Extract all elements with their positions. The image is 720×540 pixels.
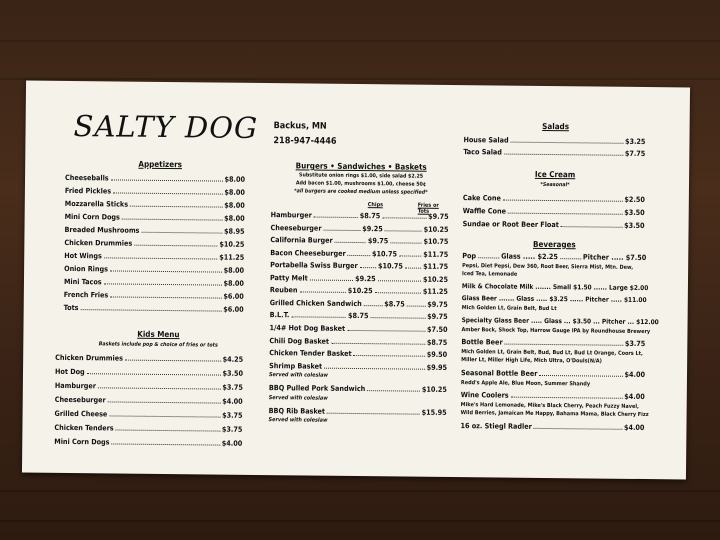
fries-price: $10.25 [423,224,449,234]
coolers-list: Mike's Hard Lemonade, Mike's Black Cherry, Peach Fuzzy Navel, [460,402,639,410]
item-price: $7.50 [426,324,448,334]
item-name: Fried Pickles [64,185,112,196]
burgers-note-1: Substitute onion rings $1.00, side salad $2.25 [299,172,424,180]
fries-price: $11.25 [422,286,448,296]
item-price: $8.95 [223,226,245,236]
burger-row [270,235,448,246]
item-name: California Burger [270,235,333,245]
item-price: $3.50 [222,368,244,378]
item-name: Taco Salad [463,147,503,157]
icecream-row [463,219,645,230]
appetizers-heading: Appetizers [138,159,183,170]
wood-grain [0,490,720,492]
appetizer-row [64,303,244,314]
appetizer-row [64,277,244,288]
item-name: Waffle Cone [462,206,507,216]
pop-list: Pepsi, Diet Pepsi, Dew 360, Root Beer, Sierra Mist, Mtn. Dew, [462,263,634,271]
basket-note: Served with coleslaw [268,417,328,424]
item-price: $8.00 [224,174,246,184]
item-name: Chicken Drummies [64,237,133,248]
left-column [54,81,259,475]
item-name: Hamburger [270,210,312,220]
item-name: BBQ Pulled Pork Sandwich [268,383,366,394]
item-name: Hamburger [54,380,97,391]
basket-row [269,336,447,347]
pop-pitcher: Pitcher ..... $7.50 [582,252,647,263]
glass-beer-row: Glass Beer ....... Glass ..... $3.25 ...... Pitcher ..... $11.00 [461,294,647,305]
seasonal-label: Seasonal Bottle Beer [460,368,538,378]
item-name: Bacon Cheeseburger [270,247,346,258]
kids-note: Baskets include pop & choice of fries or tots [98,341,218,349]
item-name: Patty Melt [269,272,308,282]
basket-note: Served with coleslaw [268,372,329,379]
kids-row [55,381,243,392]
fries-price: $9.75 [428,211,449,221]
middle-column [268,83,452,477]
item-name: Mini Corn Dogs [54,436,110,447]
burger-row [270,285,448,296]
appetizer-row [65,199,245,210]
seasonal-price: $4.00 [624,369,646,380]
basket-row [269,383,447,394]
item-price: $8.00 [223,278,245,288]
item-name: Cake Cone [462,193,501,203]
icecream-heading: Ice Cream [534,169,576,180]
item-price: $8.75 [426,337,448,347]
item-name: Portabella Swiss Burger [270,260,358,271]
chips-price: $8.75 [347,310,369,321]
right-column [460,85,659,479]
bottle-list-2: Miller Lt, Miller High Life, Mich Ultra, O'Douls(N/A) [461,357,602,365]
appetizer-row [64,264,244,275]
kids-row [55,367,243,378]
salad-row [463,147,645,158]
burger-row [270,310,448,321]
burger-row [271,223,449,234]
chips-price: $8.75 [384,298,405,309]
item-name: Mini Tacos [63,276,102,287]
item-name: House Salad [463,135,509,145]
item-name: Reuben [269,285,298,295]
salads-heading: Salads [542,121,570,132]
chips-price: $10.75 [377,261,404,271]
item-price: $4.25 [222,354,244,364]
kids-row [55,409,243,420]
radler-price: $4.00 [623,422,645,433]
fries-price: $11.75 [423,249,449,259]
restaurant-logo: SALTY DOG [73,109,259,145]
item-price: $9.95 [426,362,448,372]
item-name: Hot Wings [64,250,102,261]
item-price: $15.95 [421,407,447,417]
item-name: B.L.T. [269,310,290,320]
kids-heading: Kids Menu [137,329,180,340]
phone: 218-947-4446 [273,136,337,147]
wood-grain [0,40,720,42]
specialty-beer-list: Amber Bock, Shock Top, Harrow Gauge IPA by Roundhouse Brewery [461,327,651,336]
item-name: Chicken Tender Basket [269,348,352,358]
chips-price: $9.25 [355,273,376,283]
item-name: Mini Corn Dogs [64,211,120,222]
item-name: BBQ Rib Basket [268,405,326,416]
coolers-label: Wine Coolers [460,390,509,400]
beverages-heading: Beverages [532,239,576,250]
fries-column-header: Fries or Tots [417,202,439,215]
pop-glass: Glass ..... $2.25 [501,251,558,262]
wine-coolers-row [461,390,645,401]
glass-beer-list: Mich Golden Lt, Grain Belt, Bud Lt [461,305,557,313]
city: Backus, MN [273,121,327,132]
fries-price: $11.75 [423,261,449,271]
menu-card [22,81,690,480]
pop-row [462,251,646,262]
wood-grain [0,520,720,522]
item-name: Breaded Mushrooms [64,224,140,235]
item-name: Sundae or Root Beer Float [462,219,559,230]
burger-row [271,210,449,221]
bottle-beer-row [461,337,645,348]
seasonal-list: Redd's Apple Ale, Blue Moon, Summer Shandy [460,380,591,388]
pop-list-2: Iced Tea, Lemonade [462,271,518,278]
appetizer-row [64,225,244,236]
salad-row [463,135,645,146]
kids-row [54,423,242,434]
fries-price: $10.75 [423,236,449,246]
icecream-row [463,193,645,204]
coolers-list-2: Wild Berries, Jamaican Me Happy, Bahama Mama, Black Cherry Fizz [460,410,649,419]
basket-row [269,361,447,372]
item-price: $2.50 [624,194,645,205]
item-name: Mozzarella Sticks [64,198,129,209]
basket-note: Served with coleslaw [268,394,328,402]
icecream-row [463,206,645,217]
item-name: Hot Dog [54,366,85,377]
item-price: $9.50 [426,349,448,359]
item-price: $4.00 [221,438,243,448]
burger-row [270,273,448,284]
item-name: Cheeseburger [54,394,106,405]
coolers-price: $4.00 [624,391,645,402]
appetizer-row [64,290,244,301]
burgers-note-2: Add bacon $1.00, mushrooms $1.00, cheese 50¢ [295,180,427,188]
milk-row: Milk & Chocolate Milk ....... Small $1.50 ...... Large $2.00 [461,282,649,293]
item-name: Grilled Chicken Sandwich [269,297,362,308]
item-price: $4.00 [222,396,243,406]
chips-price: $9.75 [367,236,389,246]
basket-row [269,406,447,417]
fries-price: $9.75 [427,299,448,309]
wood-grain [0,78,720,80]
burger-row [270,248,448,259]
item-price: $3.50 [624,207,645,218]
chips-price: $9.25 [362,223,383,233]
appetizer-row [65,186,245,197]
basket-row [269,323,447,334]
appetizer-row [65,212,245,223]
item-name: Shrimp Basket [269,360,323,371]
bottle-list: Mich Golden Lt, Grain Belt, Bud, Bud Lt, Bud Lt Orange, Coors Lt, [461,349,643,358]
specialty-beer-row: Specialty Glass Beer ..... Glass ... $3.50 ... Pitcher ... $12.00 [461,316,659,327]
appetizer-row [65,173,245,184]
bottle-beer-label: Bottle Beer [461,337,503,347]
radler-label: 16 oz. Stiegl Radler [460,421,532,431]
item-price: $7.75 [624,148,646,159]
fries-price: $10.25 [423,274,449,284]
item-name: French Fries [63,289,109,300]
bottle-beer-price: $3.75 [624,338,646,349]
chips-price: $10.75 [372,248,398,258]
item-price: $8.00 [224,200,245,210]
item-name: 1/4# Hot Dog Basket [269,323,346,333]
burger-row [270,298,448,309]
pop-label: Pop [462,251,477,261]
fries-price: $9.75 [427,311,448,321]
appetizer-row [64,251,244,262]
chips-price: $8.75 [359,211,381,221]
item-price: $3.75 [222,410,243,420]
item-name: Chicken Tenders [54,422,114,433]
icecream-note: *Seasonal* [540,181,570,189]
item-name: Cheeseballs [65,172,109,183]
item-price: $3.50 [624,220,645,231]
item-price: $3.75 [221,424,243,434]
item-price: $10.25 [421,384,447,394]
item-name: Onion Rings [64,263,109,274]
item-price: $8.00 [224,187,245,197]
item-name: Tots [63,302,79,313]
item-price: $3.25 [624,136,646,147]
item-name: Cheeseburger [270,222,322,233]
appetizer-row [64,238,244,249]
item-price: $8.00 [223,265,245,275]
kids-row [55,395,243,406]
item-price: $10.25 [219,239,245,249]
item-price: $8.00 [224,213,245,223]
basket-row [269,348,447,359]
item-price: $6.00 [223,304,244,314]
item-price: $11.25 [219,252,245,262]
item-name: Chicken Drummies [55,352,124,363]
item-name: Chili Dog Basket [269,335,330,346]
burger-row [270,260,448,271]
radler-row [460,421,644,432]
kids-row [55,353,243,364]
kids-row [54,437,242,448]
burgers-note-3: *all burgers are cooked medium unless specified* [294,188,428,196]
item-price: $3.75 [222,382,243,392]
seasonal-beer-row [461,368,645,379]
chips-price: $10.25 [347,285,373,296]
burgers-heading: Burgers • Sandwiches • Baskets [295,161,427,172]
item-price: $6.00 [223,291,244,301]
chips-column-header: Chips [367,202,384,209]
item-name: Grilled Cheese [54,408,108,419]
